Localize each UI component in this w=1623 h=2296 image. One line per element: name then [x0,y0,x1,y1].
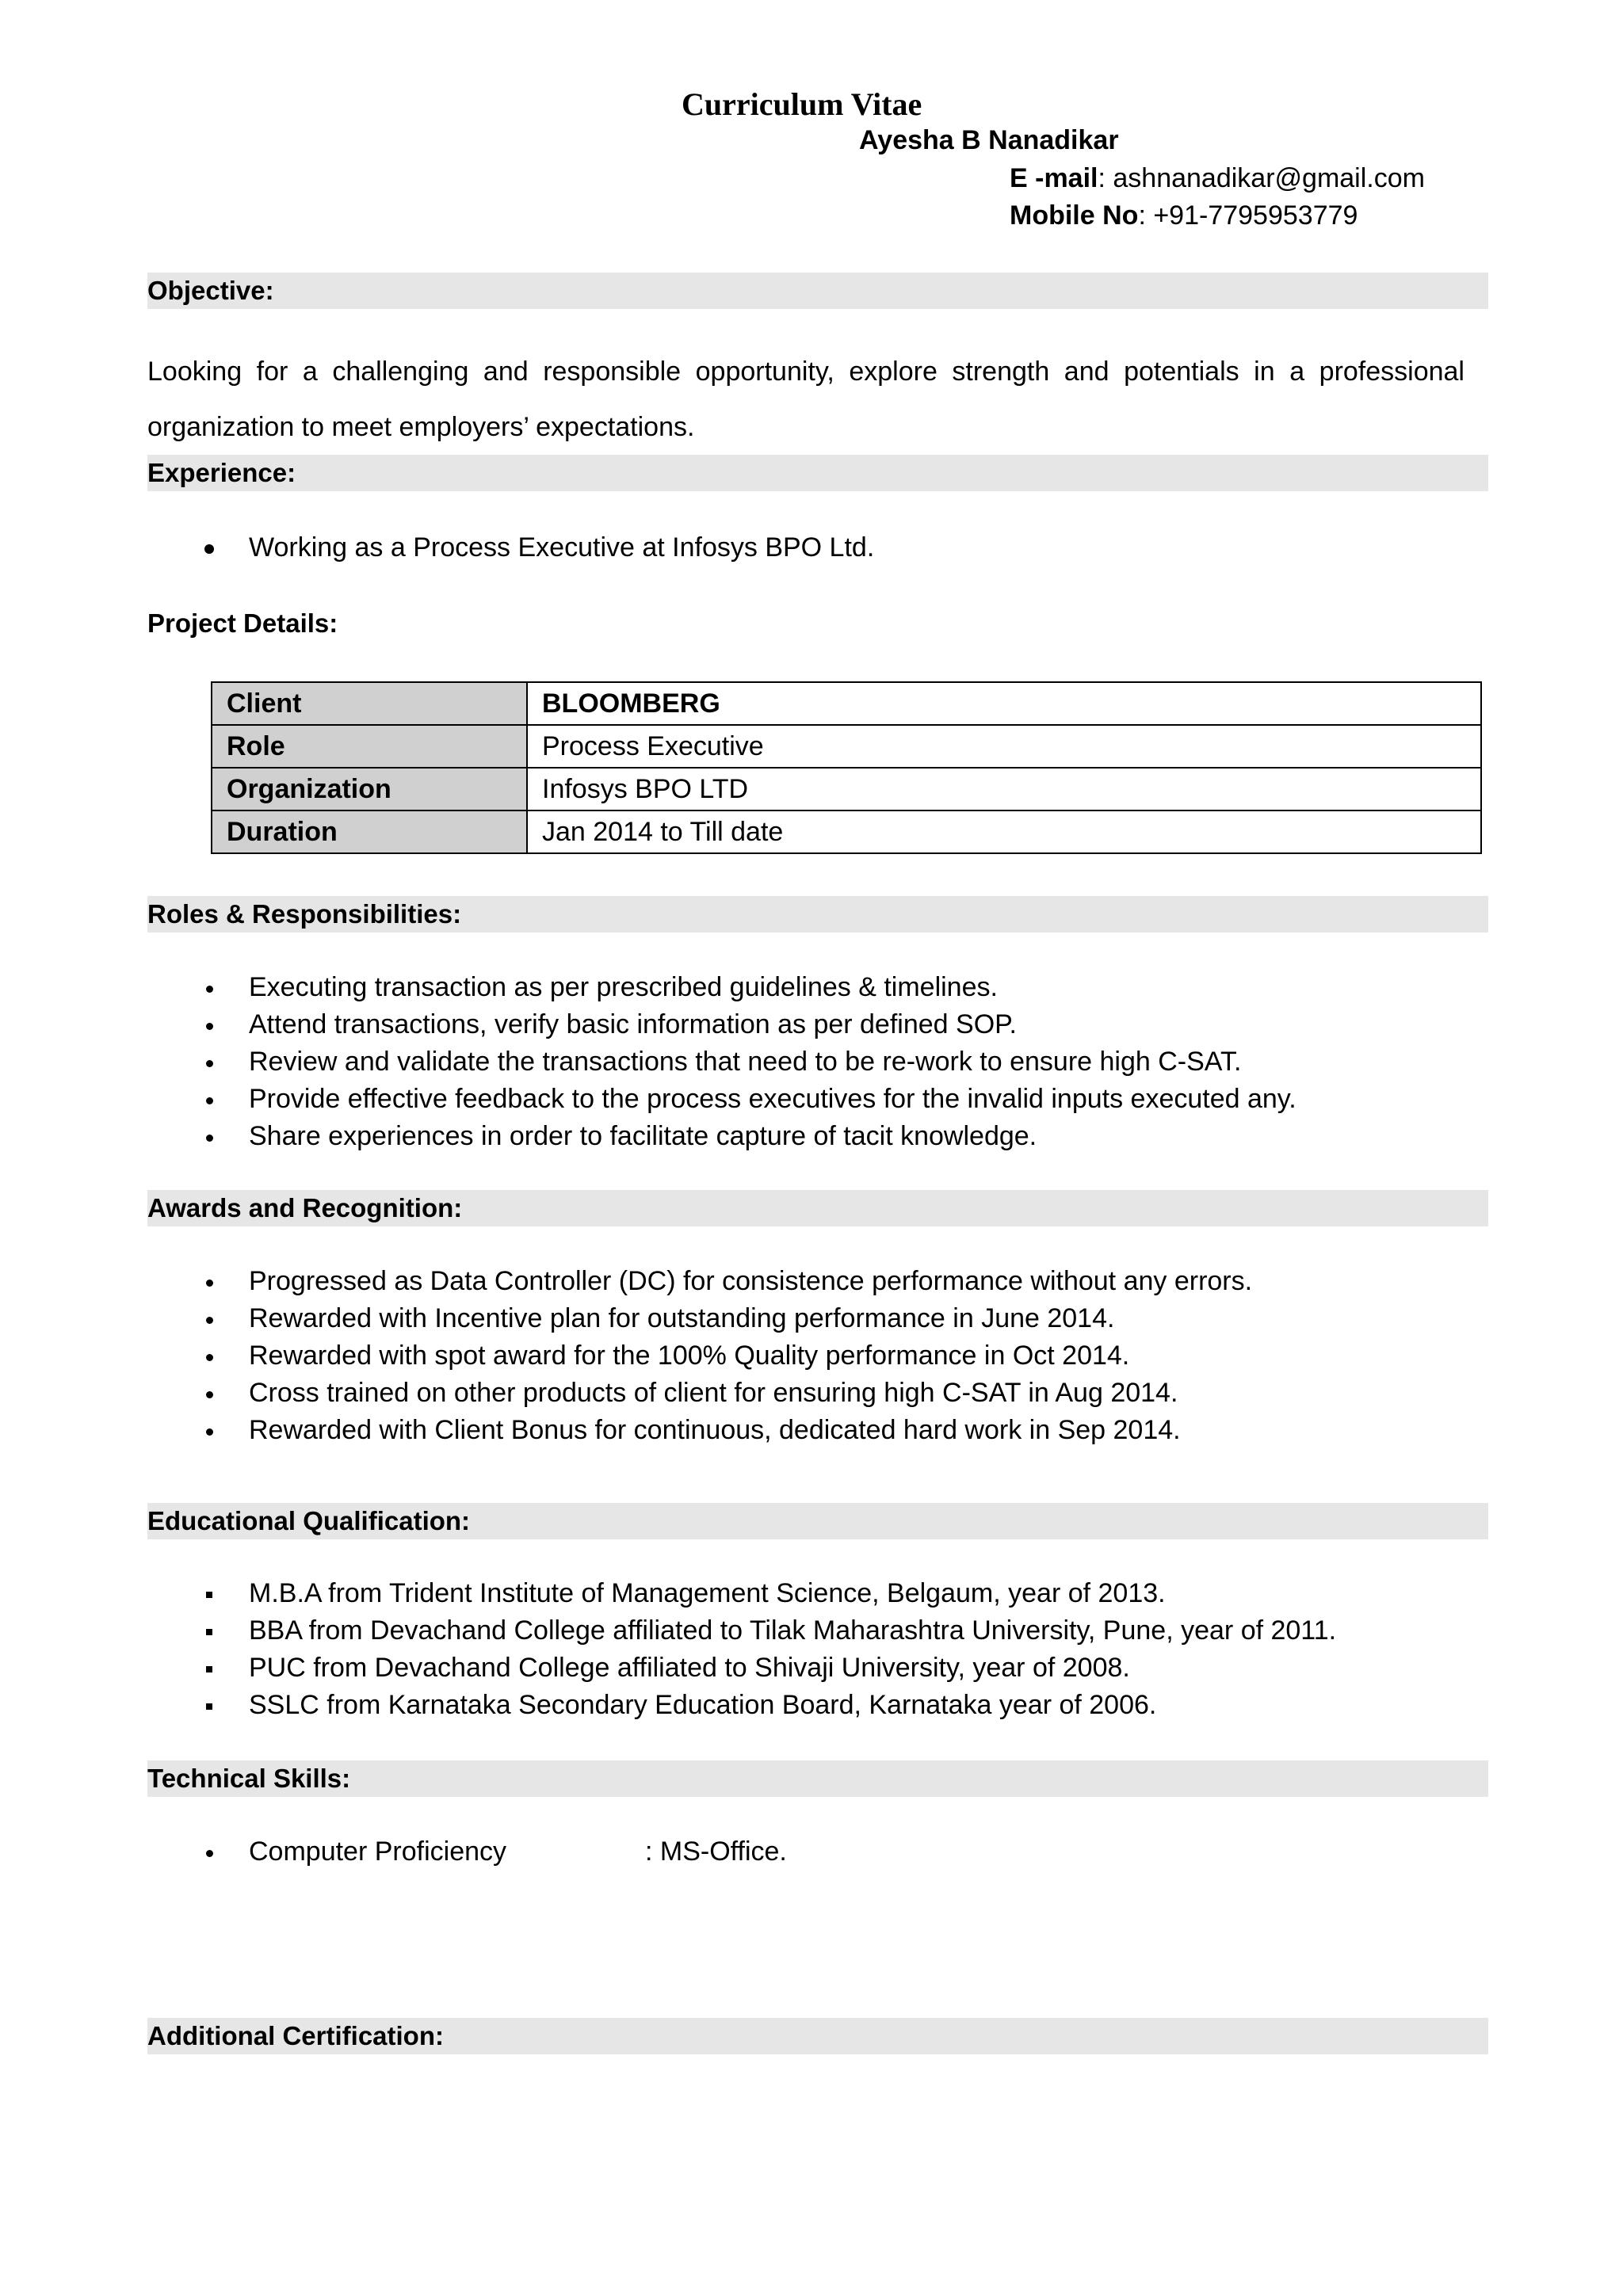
experience-section-bar [147,455,1488,491]
bullet-icon [201,1337,217,1375]
bullet-icon [201,1412,217,1449]
education-heading: Educational Qualification: [147,1506,471,1535]
square-bullet-icon [201,1650,217,1687]
table-row [212,810,1481,853]
certification-heading: Additional Certification: [147,2021,444,2050]
square-bullet-icon [201,1575,217,1612]
table-value: Jan 2014 to Till date [527,810,1481,853]
table-value: BLOOMBERG [527,682,1481,725]
project-details-table [211,681,1482,854]
bullet-icon [201,1118,217,1155]
candidate-name: Ayesha B Nanadikar [859,125,1119,155]
list-item: BBA from Devachand College affiliated to Tilak Maharashtra University, Pune, year of 2011. [184,1612,1336,1650]
education-list [184,1575,1336,1724]
table-key: Organization [212,768,527,810]
bullet-icon [201,1043,217,1081]
skill-value: : MS-Office. [645,1836,787,1867]
list-item: PUC from Devachand College affiliated to Shivaji University, year of 2008. [184,1650,1336,1687]
list-item: Share experiences in order to facilitate capture of tacit knowledge. [184,1118,1296,1155]
table-value: Infosys BPO LTD [527,768,1481,810]
bullet-icon [201,1375,217,1412]
list-item: Rewarded with Client Bonus for continuous, dedicated hard work in Sep 2014. [184,1412,1252,1449]
list-item: Rewarded with spot award for the 100% Quality performance in Oct 2014. [184,1337,1252,1375]
experience-heading: Experience: [147,458,296,487]
roles-list [184,969,1296,1155]
list-item [184,1833,787,1871]
email-line [1010,163,1425,194]
mobile-line [1010,200,1358,231]
list-item: Provide effective feedback to the process executives for the invalid inputs executed any. [184,1081,1296,1118]
square-bullet-icon [201,1687,217,1724]
list-item: Executing transaction as per prescribed guidelines & timelines. [184,969,1296,1006]
bullet-icon [201,1081,217,1118]
objective-section-bar [147,273,1488,309]
bullet-icon [201,1263,217,1300]
roles-heading: Roles & Responsibilities: [147,899,462,929]
awards-heading: Awards and Recognition: [147,1193,463,1222]
bullet-icon [201,529,217,566]
objective-text: Looking for a challenging and responsible opportunity, explore strength and potentials in a professional organization to meet employers’ expectations. [147,357,1465,442]
list-item: M.B.A from Trident Institute of Management Science, Belgaum, year of 2013. [184,1575,1336,1612]
skills-heading: Technical Skills: [147,1764,351,1793]
bullet-icon [201,1300,217,1337]
bullet-icon [201,969,217,1006]
list-item: Review and validate the transactions that need to be re-work to ensure high C-SAT. [184,1043,1296,1081]
table-row [212,682,1481,725]
project-details-heading: Project Details: [147,608,338,638]
list-item: Working as a Process Executive at Infosys BPO Ltd. [184,529,874,566]
table-value: Process Executive [527,725,1481,768]
table-key: Client [212,682,527,725]
list-item: Attend transactions, verify basic information as per defined SOP. [184,1006,1296,1043]
email-label: E -mail [1010,163,1098,193]
skills-list [184,1833,787,1871]
awards-list [184,1263,1252,1449]
email-value: : ashnanadikar@gmail.com [1098,163,1425,193]
mobile-value: : +91-7795953779 [1138,200,1358,231]
list-item: Progressed as Data Controller (DC) for consistence performance without any errors. [184,1263,1252,1300]
list-item: Cross trained on other products of client for ensuring high C-SAT in Aug 2014. [184,1375,1252,1412]
document-title: Curriculum Vitae [682,86,922,122]
experience-list [184,529,874,566]
bullet-icon [201,1833,217,1871]
mobile-label: Mobile No [1010,200,1139,231]
table-key: Role [212,725,527,768]
square-bullet-icon [201,1612,217,1650]
objective-heading: Objective: [147,276,274,305]
skill-label: Computer Proficiency [249,1836,507,1867]
table-row [212,725,1481,768]
list-item: SSLC from Karnataka Secondary Education Board, Karnataka year of 2006. [184,1687,1336,1724]
bullet-icon [201,1006,217,1043]
table-row [212,768,1481,810]
list-item: Rewarded with Incentive plan for outstanding performance in June 2014. [184,1300,1252,1337]
table-key: Duration [212,810,527,853]
